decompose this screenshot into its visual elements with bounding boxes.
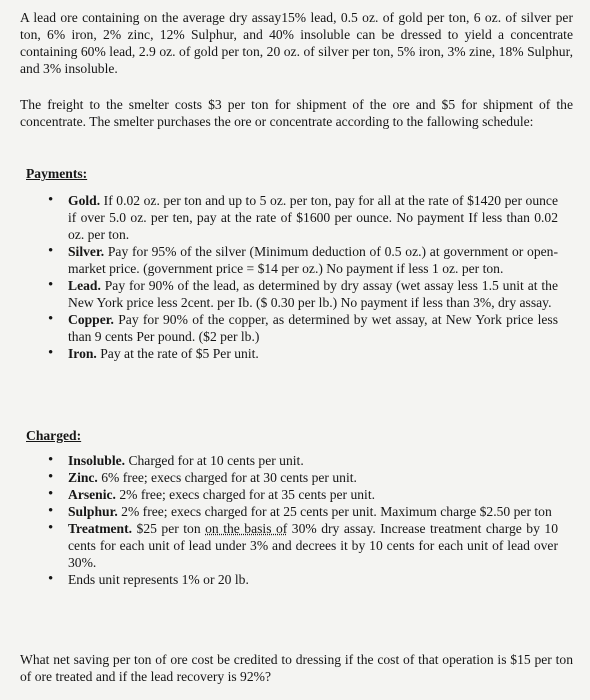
charge-text: 2% free; execs charged for at 25 cents per unit. Maximum charge $2.50 per ton [117,504,552,519]
payment-text: Pay at the rate of $5 Per unit. [96,346,259,361]
payments-list [48,192,558,362]
payment-text: If 0.02 oz. per ton and up to 5 oz. per ton, pay for all at the rate of $1420 per ounce if over 5.0 oz. per ten, pay at the rate of $1600 per ounce. No payment If less than 0.02 oz. per ton. [68,193,558,242]
charge-text: 6% free; execs charged for at 30 cents per unit. [97,470,357,485]
payment-item-lead [48,277,558,311]
charge-item-insoluble [48,452,558,469]
charge-term: Arsenic. [68,487,116,502]
charge-term: Zinc. [68,470,98,485]
charge-text-underlined: on the basis of [205,521,288,536]
charge-item-arsenic [48,486,558,503]
charge-item-sulphur [48,503,558,520]
payment-term: Lead. [68,278,101,293]
payment-term: Copper. [68,312,114,327]
payment-item-silver [48,243,558,277]
charge-text-before: $25 per ton [132,521,206,536]
question-text: What net saving per ton of ore cost be credited to dressing if the cost of that operation is $15 per ton of ore treated and if the lead recovery is 92%? [20,652,573,684]
payment-text: Pay for 90% of the copper, as determined by wet assay, at New York price less than 9 cents Per pound. ($2 per lb.) [68,312,558,344]
payment-term: Iron. [68,346,97,361]
payment-term: Silver. [68,244,105,259]
charge-item-treatment [48,520,558,571]
payment-item-gold [48,192,558,243]
charged-heading: Charged: [26,428,82,443]
charge-term: Insoluble. [68,453,126,468]
charge-text: Ends unit represents 1% or 20 lb. [68,572,249,587]
payment-text: Pay for 90% of the lead, as determined by dry assay (wet assay less 1.5 unit at the New York price less 2cent. per Ib. ($ 0.30 per lb.) No payment if less than 3%, dry assay. [68,278,558,310]
charge-term: Treatment. [68,521,133,536]
payment-item-copper [48,311,558,345]
payments-heading: Payments: [26,166,88,181]
intro-paragraph-ore-composition: A lead ore containing on the average dry assay15% lead, 0.5 oz. of gold per ton, 6 oz. of silver per ton, 6% iron, 2% zinc, 12% Sulphur, and 40% insoluble can be dressed to yield a concentrate containing 60% lead, 2.9 oz. of gold per ton, 20 oz. of silver per ton, 5% iron, 3% zine, 18% Sulphur, and 3% insoluble. [20,10,573,76]
payment-text: Pay for 95% of the silver (Minimum deduction of 0.5 oz.) at government or open-market price. (government price = $14 per oz.) No payment if less 1 oz. per ton. [68,244,558,276]
charge-item-zinc [48,469,558,486]
intro-paragraph-freight: The freight to the smelter costs $3 per ton for shipment of the ore and $5 for shipment of the concentrate. The smelter purchases the ore or concentrate according to the fallowing schedule: [20,97,573,129]
payment-term: Gold. [68,193,101,208]
charge-text-after: 30% dry assay. Increase treatment charge by 10 cents for each unit of lead under 3% and decrees it by 10 cents for each unit of lead over 30%. [68,521,558,570]
charge-text: 2% free; execs charged for at 35 cents per unit. [115,487,376,502]
charge-item-unit-definition [48,571,558,588]
charge-term: Sulphur. [68,504,118,519]
charged-list [48,452,558,588]
charge-text: Charged for at 10 cents per unit. [125,453,304,468]
payment-item-iron [48,345,558,362]
